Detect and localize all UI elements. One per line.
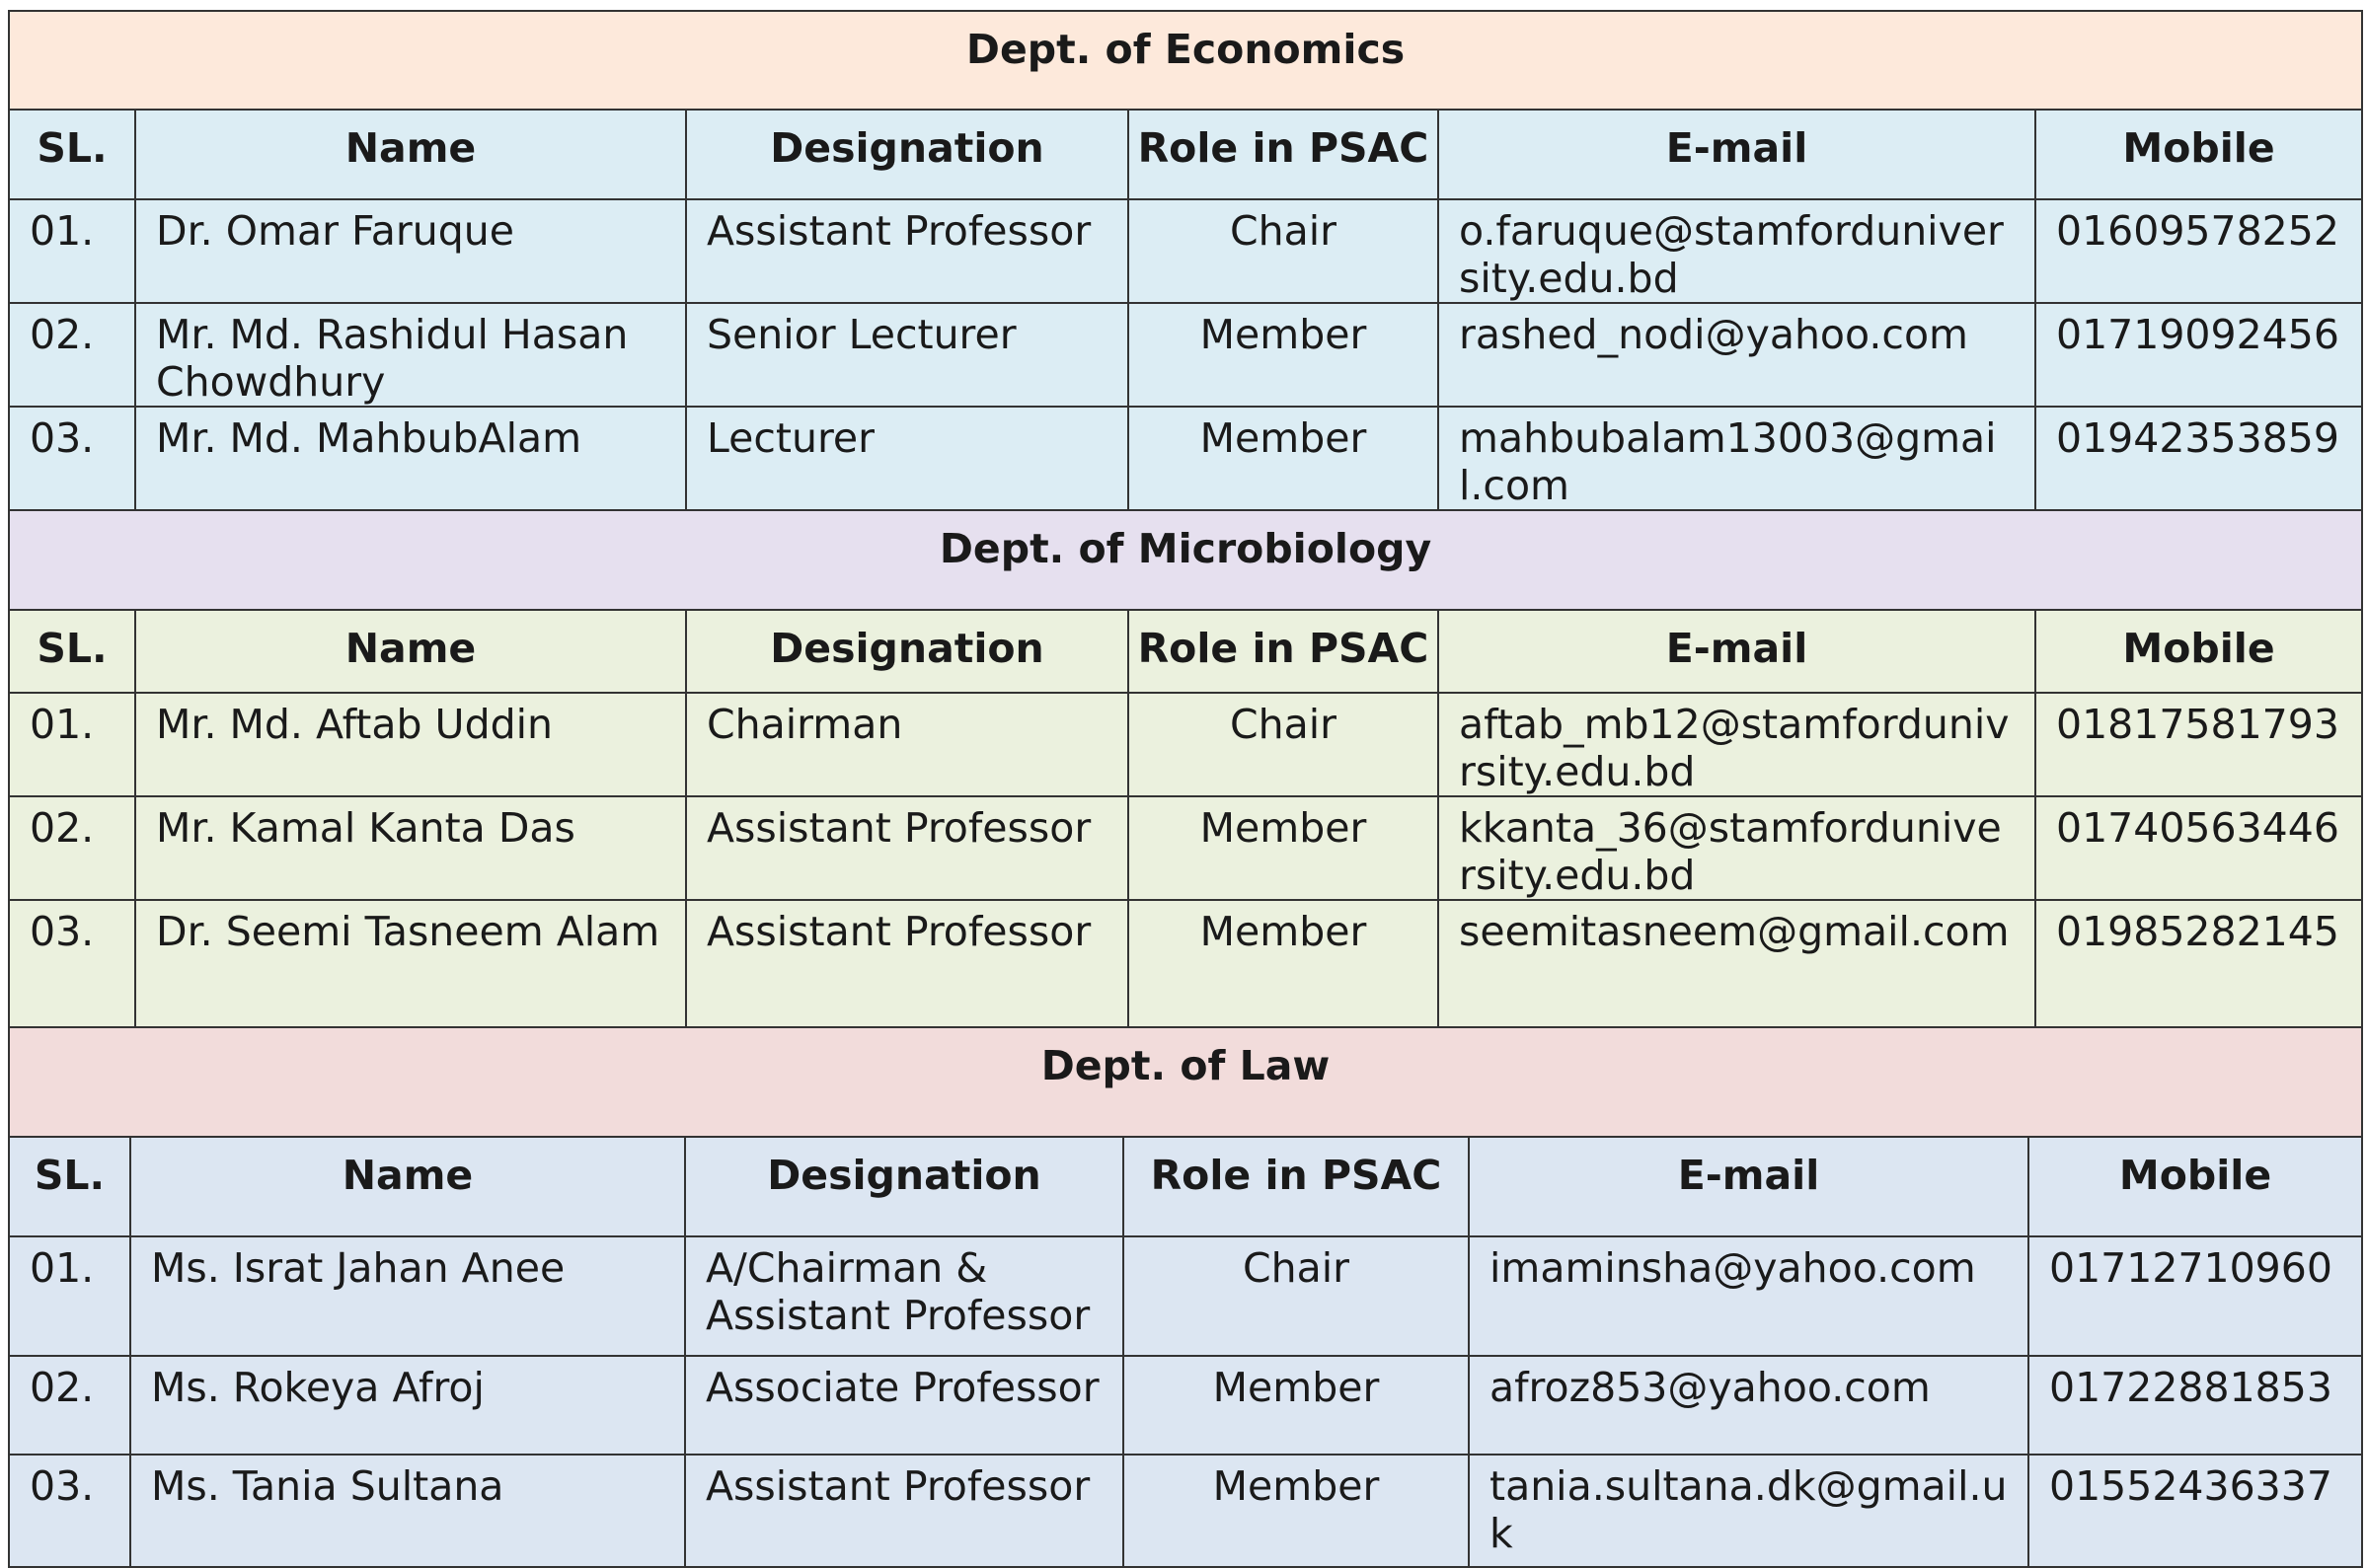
cell-email: kkanta_36@stamforduniversity.edu.bd: [1438, 796, 2035, 900]
cell-designation: Assistant Professor: [686, 199, 1128, 303]
department-title: Dept. of Economics: [9, 11, 2362, 110]
cell-role: Member: [1128, 796, 1438, 900]
cell-mobile: 01942353859: [2035, 407, 2362, 510]
cell-email: o.faruque@stamforduniversity.edu.bd: [1438, 199, 2035, 303]
header-role: Role in PSAC: [1123, 1137, 1469, 1236]
header-role: Role in PSAC: [1128, 110, 1438, 199]
cell-email: rashed_nodi@yahoo.com: [1438, 303, 2035, 407]
cell-mobile: 01552436337: [2028, 1455, 2362, 1567]
header-email: E-mail: [1438, 610, 2035, 693]
cell-sl: 01.: [9, 1236, 130, 1356]
cell-name: Mr. Kamal Kanta Das: [135, 796, 686, 900]
header-designation: Designation: [686, 110, 1128, 199]
header-name: Name: [135, 610, 686, 693]
cell-name: Dr. Seemi Tasneem Alam: [135, 900, 686, 1027]
cell-role: Member: [1128, 900, 1438, 1027]
cell-mobile: 01817581793: [2035, 693, 2362, 796]
cell-designation: A/Chairman & Assistant Professor: [685, 1236, 1123, 1356]
cell-role: Member: [1123, 1356, 1469, 1455]
cell-email: mahbubalam13003@gmail.com: [1438, 407, 2035, 510]
cell-sl: 02.: [9, 1356, 130, 1455]
cell-designation: Senior Lecturer: [686, 303, 1128, 407]
header-email: E-mail: [1438, 110, 2035, 199]
cell-email: aftab_mb12@stamfordunivrsity.edu.bd: [1438, 693, 2035, 796]
cell-designation: Lecturer: [686, 407, 1128, 510]
cell-role: Member: [1128, 407, 1438, 510]
psac-member-sheet: [8, 10, 2361, 1568]
table-row: [9, 900, 2362, 1027]
economics-table: [8, 10, 2363, 511]
department-title: Dept. of Law: [9, 1027, 2362, 1137]
header-row: [9, 610, 2362, 693]
cell-name: Dr. Omar Faruque: [135, 199, 686, 303]
cell-sl: 03.: [9, 900, 135, 1027]
cell-email: tania.sultana.dk@gmail.uk: [1469, 1455, 2028, 1567]
cell-name: Mr. Md. Rashidul Hasan Chowdhury: [135, 303, 686, 407]
cell-designation: Chairman: [686, 693, 1128, 796]
header-role: Role in PSAC: [1128, 610, 1438, 693]
cell-mobile: 01985282145: [2035, 900, 2362, 1027]
cell-designation: Assistant Professor: [685, 1455, 1123, 1567]
cell-email: seemitasneem@gmail.com: [1438, 900, 2035, 1027]
header-mobile: Mobile: [2035, 610, 2362, 693]
cell-email: afroz853@yahoo.com: [1469, 1356, 2028, 1455]
cell-name: Ms. Israt Jahan Anee: [130, 1236, 685, 1356]
cell-designation: Assistant Professor: [686, 900, 1128, 1027]
header-mobile: Mobile: [2028, 1137, 2362, 1236]
table-row: [9, 1455, 2362, 1567]
department-title: Dept. of Microbiology: [9, 510, 2362, 610]
cell-sl: 01.: [9, 199, 135, 303]
header-sl: SL.: [9, 610, 135, 693]
header-email: E-mail: [1469, 1137, 2028, 1236]
cell-sl: 01.: [9, 693, 135, 796]
cell-mobile: 01719092456: [2035, 303, 2362, 407]
cell-role: Member: [1128, 303, 1438, 407]
cell-role: Chair: [1123, 1236, 1469, 1356]
table-row: [9, 199, 2362, 303]
header-row: [9, 110, 2362, 199]
cell-sl: 02.: [9, 303, 135, 407]
header-sl: SL.: [9, 1137, 130, 1236]
header-sl: SL.: [9, 110, 135, 199]
cell-sl: 03.: [9, 407, 135, 510]
table-row: [9, 1236, 2362, 1356]
cell-email: imaminsha@yahoo.com: [1469, 1236, 2028, 1356]
table-row: [9, 693, 2362, 796]
cell-name: Ms. Tania Sultana: [130, 1455, 685, 1567]
cell-role: Chair: [1128, 693, 1438, 796]
cell-designation: Associate Professor: [685, 1356, 1123, 1455]
cell-mobile: 01609578252: [2035, 199, 2362, 303]
law-table: [8, 1026, 2363, 1568]
header-mobile: Mobile: [2035, 110, 2362, 199]
cell-designation: Assistant Professor: [686, 796, 1128, 900]
cell-sl: 03.: [9, 1455, 130, 1567]
cell-mobile: 01722881853: [2028, 1356, 2362, 1455]
cell-mobile: 01740563446: [2035, 796, 2362, 900]
table-row: [9, 1356, 2362, 1455]
cell-mobile: 01712710960: [2028, 1236, 2362, 1356]
cell-name: Mr. Md. MahbubAlam: [135, 407, 686, 510]
header-name: Name: [130, 1137, 685, 1236]
microbiology-table: [8, 509, 2363, 1028]
header-designation: Designation: [685, 1137, 1123, 1236]
header-name: Name: [135, 110, 686, 199]
table-row: [9, 796, 2362, 900]
cell-role: Chair: [1128, 199, 1438, 303]
cell-name: Ms. Rokeya Afroj: [130, 1356, 685, 1455]
table-row: [9, 303, 2362, 407]
cell-name: Mr. Md. Aftab Uddin: [135, 693, 686, 796]
cell-sl: 02.: [9, 796, 135, 900]
table-row: [9, 407, 2362, 510]
header-row: [9, 1137, 2362, 1236]
header-designation: Designation: [686, 610, 1128, 693]
cell-role: Member: [1123, 1455, 1469, 1567]
